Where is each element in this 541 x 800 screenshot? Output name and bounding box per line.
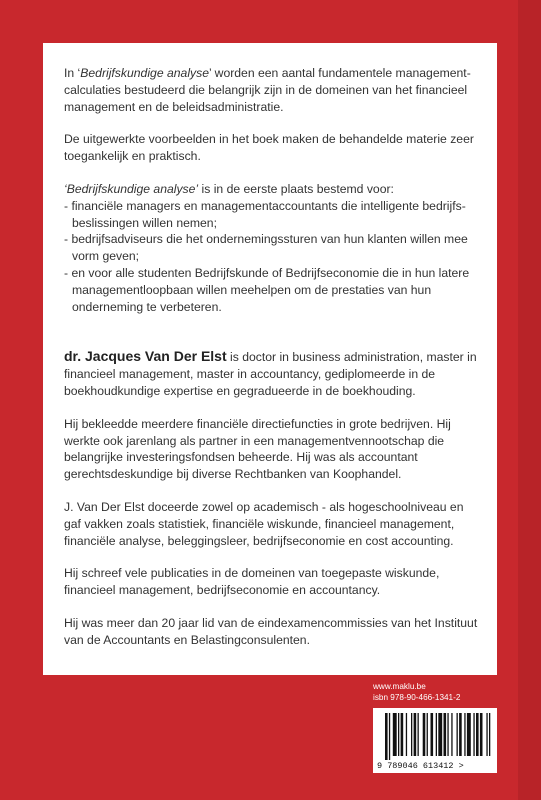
blurb-paragraph-3: [64, 181, 479, 198]
barcode-bar: [447, 713, 448, 756]
author-bio-2: Hij bekleedde meerdere financiële directiefuncties in grote bedrijven. Hij werkte ook jarenlang als partner in een managementvennootschap die belangrijke investeringsfondsen beheerde. Hij was als accountant gerechtsdeskundige bij diverse Rechtbanken van Koophandel.: [64, 416, 451, 482]
spine-edge: [518, 0, 541, 800]
barcode-bar: [414, 713, 417, 756]
barcode-bar: [389, 713, 390, 760]
publisher-website: www.maklu.be: [373, 682, 426, 691]
barcode-bar: [438, 713, 442, 756]
barcode-bar: [406, 713, 407, 756]
barcode-bar: [467, 713, 471, 756]
barcode: [373, 708, 497, 773]
barcode-bar: [480, 713, 483, 756]
barcode-bar: [427, 713, 428, 756]
blurb-p1-post: ’ worden een aantal fundamentele management-calculaties bestudeerd die belangrijk zijn in de domeinen van het financieel management en de beleidsadministratie.: [64, 66, 471, 114]
isbn-label: isbn 978-90-466-1341-2: [373, 693, 461, 702]
audience-item: - financiële managers en managementaccountants die intelligente bedrijfs-beslissingen willen nemen;: [64, 198, 466, 230]
barcode-bar: [401, 713, 404, 756]
barcode-bar: [385, 713, 388, 760]
author-bio-3: J. Van Der Elst doceerde zowel op academisch - als hogeschoolniveau en gaf vakken zoals statistiek, financiële wiskunde, financieel management, financiële analyse, beleggingsleer, bedrijfseconomie en cost accounting.: [64, 499, 464, 548]
book-title-italic-2: ‘Bedrijfskundige analyse’: [64, 181, 199, 196]
author-bio-1-text: is doctor in business administration, master in financieel management, master in accountancy, gediplomeerde in de boekhoudkundige expertise en gegradueerde in de boekhouding.: [64, 350, 477, 398]
barcode-bars-icon: [373, 708, 497, 773]
barcode-bar: [464, 713, 465, 756]
barcode-bar: [457, 713, 458, 756]
barcode-bar: [489, 713, 490, 756]
barcode-bar: [473, 713, 474, 756]
blurb-paragraph-2: De uitgewerkte voorbeelden in het boek maken de behandelde materie zeer toegankelijk en praktisch.: [64, 132, 474, 164]
barcode-bar: [418, 713, 419, 756]
audience-list: [64, 198, 479, 316]
author-bio-1: [64, 348, 479, 399]
book-title-italic: Bedrijfskundige analyse: [80, 66, 209, 80]
audience-item: - bedrijfsadviseurs die het ondernemingssturen van hun klanten willen mee vorm geven;: [64, 232, 468, 264]
blurb-paragraph-1: [64, 65, 479, 115]
barcode-bar: [451, 713, 452, 756]
barcode-number: 9 789046 613412 >: [377, 761, 464, 771]
publisher-info: [373, 681, 497, 773]
barcode-bar: [393, 713, 397, 756]
author-bio-5: Hij was meer dan 20 jaar lid van de eindexamencommissies van het Instituut van de Accountants en Belastingconsulenten.: [64, 615, 478, 647]
barcode-bar: [436, 713, 437, 756]
blurb-p3-post: is in de eerste plaats bestemd voor:: [198, 181, 394, 196]
barcode-bar: [431, 713, 434, 756]
audience-item: - en voor alle studenten Bedrijfskunde of Bedrijfseconomie die in hun latere managementloopbaan willen meehelpen om de prestaties van hun onderneming te verbeteren.: [64, 265, 470, 314]
back-cover-text-panel: [43, 43, 497, 675]
barcode-bar: [476, 713, 479, 756]
barcode-bar: [486, 713, 487, 756]
blurb-p1-pre: In ‘: [64, 66, 81, 80]
author-name: dr. Jacques Van Der Elst: [64, 348, 227, 365]
barcode-bar: [444, 713, 447, 756]
barcode-bar: [411, 713, 412, 756]
author-bio-4: Hij schreef vele publicaties in de domeinen van toegepaste wiskunde, financieel management, bedrijfseconomie en accountancy.: [64, 566, 440, 598]
barcode-bar: [459, 713, 462, 756]
barcode-bar: [423, 713, 426, 756]
barcode-bar: [398, 713, 399, 756]
